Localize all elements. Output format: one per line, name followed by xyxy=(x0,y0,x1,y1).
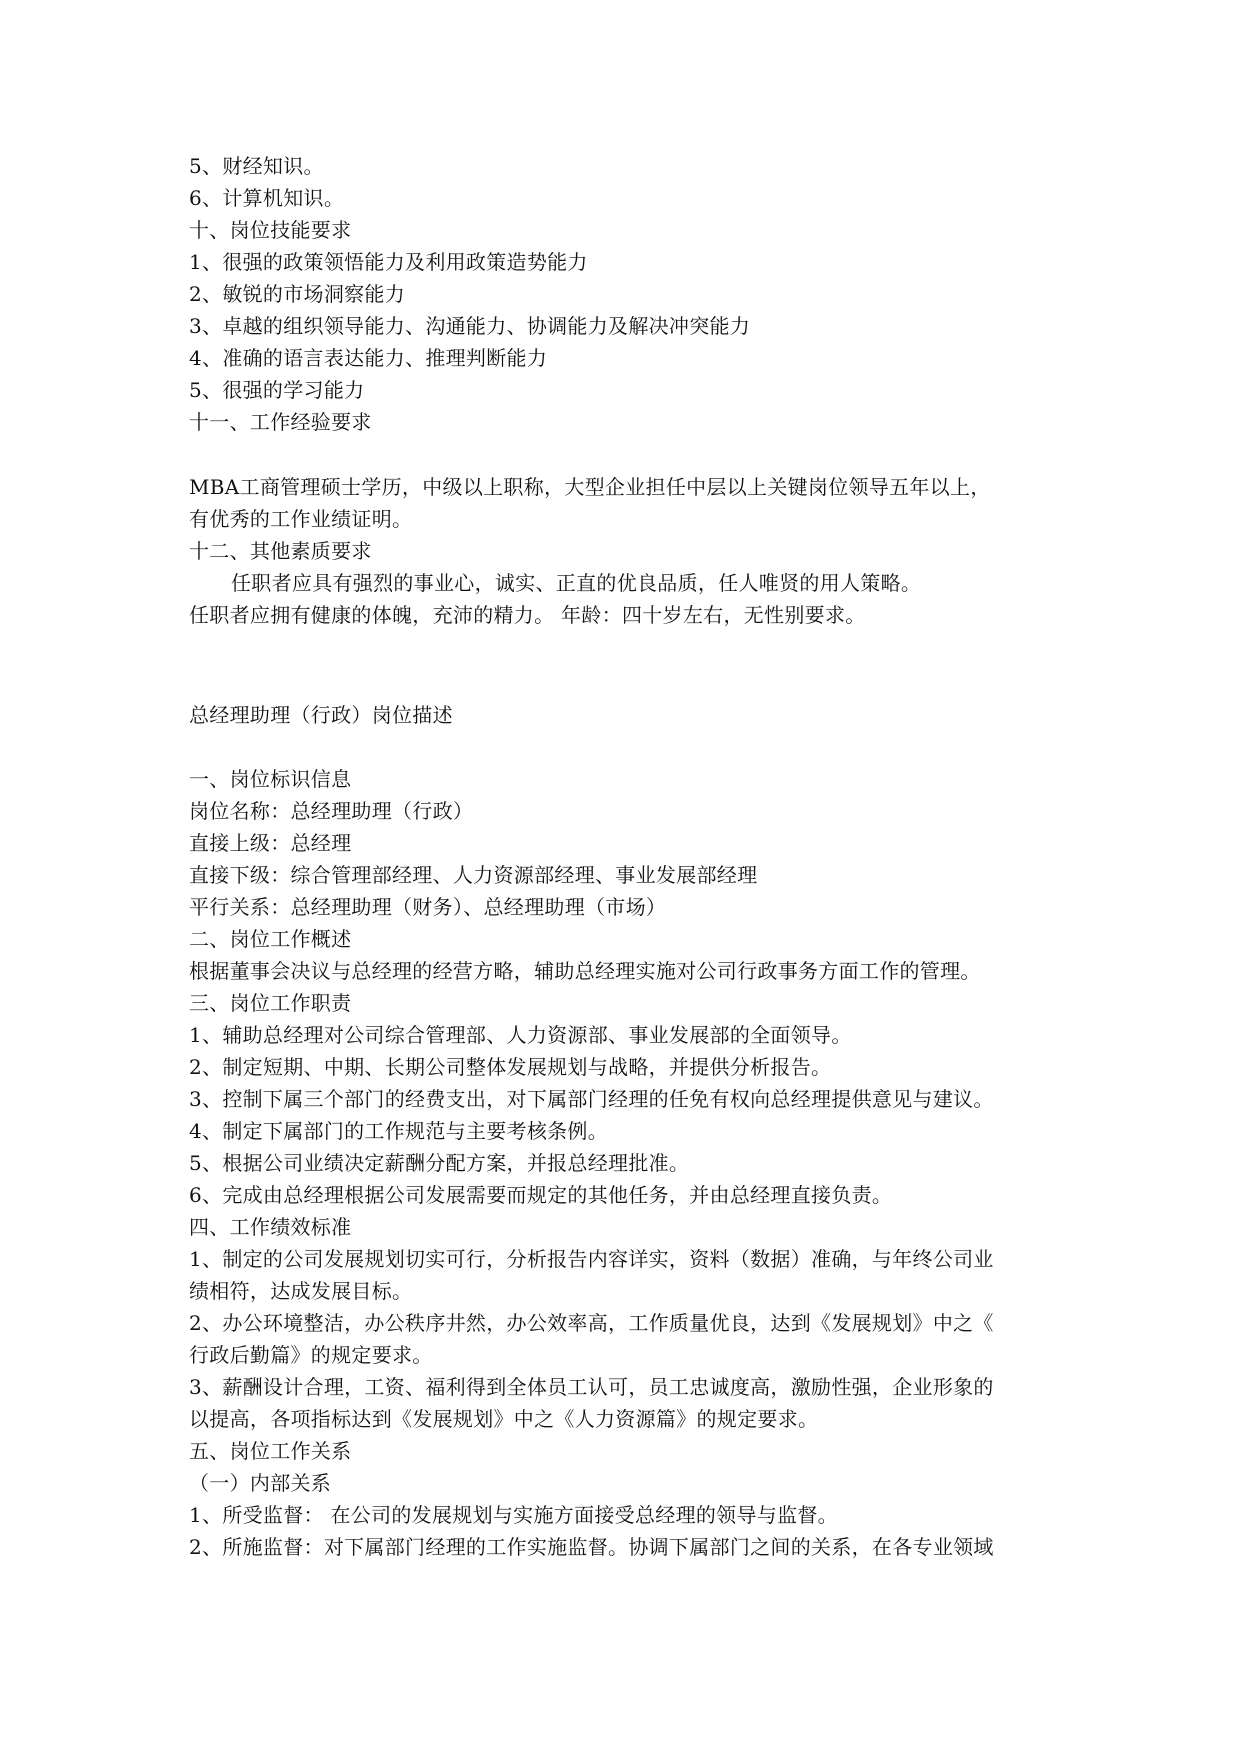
paragraph-line: 根据董事会决议与总经理的经营方略，辅助总经理实施对公司行政事务方面工作的管理。 xyxy=(189,959,981,983)
list-item: 绩相符，达成发展目标。 xyxy=(189,1279,413,1303)
paragraph-line: 有优秀的工作业绩证明。 xyxy=(189,507,413,531)
section-heading: 二、岗位工作概述 xyxy=(189,927,352,951)
list-item: 2、办公环境整洁，办公秩序井然，办公效率高，工作质量优良，达到《发展规划》中之《 xyxy=(189,1311,994,1335)
section-heading: 十二、其他素质要求 xyxy=(189,539,372,563)
paragraph-line: MBA工商管理硕士学历，中级以上职称，大型企业担任中层以上关键岗位领导五年以上， xyxy=(189,475,991,499)
list-item: 行政后勤篇》的规定要求。 xyxy=(189,1343,433,1367)
list-item: 3、卓越的组织领导能力、沟通能力、协调能力及解决冲突能力 xyxy=(189,314,751,338)
list-item: 2、所施监督：对下属部门经理的工作实施监督。协调下属部门之间的关系，在各专业领域 xyxy=(189,1535,994,1559)
list-item: 5、根据公司业绩决定薪酬分配方案，并报总经理批准。 xyxy=(189,1151,690,1175)
list-item: 3、薪酬设计合理，工资、福利得到全体员工认可，员工忠诚度高，激励性强，企业形象的 xyxy=(189,1375,994,1399)
section-heading: 十、岗位技能要求 xyxy=(189,218,352,242)
document-title: 总经理助理（行政）岗位描述 xyxy=(189,703,453,727)
list-item: 5、财经知识。 xyxy=(189,154,324,178)
list-item: 6、计算机知识。 xyxy=(189,186,345,210)
list-item: 1、制定的公司发展规划切实可行，分析报告内容详实，资料（数据）准确，与年终公司业 xyxy=(189,1247,994,1271)
section-heading: 一、岗位标识信息 xyxy=(189,767,352,791)
list-item: 3、控制下属三个部门的经费支出，对下属部门经理的任免有权向总经理提供意见与建议。 xyxy=(189,1087,994,1111)
list-item: 5、很强的学习能力 xyxy=(189,378,365,402)
list-item: 以提高，各项指标达到《发展规划》中之《人力资源篇》的规定要求。 xyxy=(189,1407,819,1431)
list-item: 1、很强的政策领悟能力及利用政策造势能力 xyxy=(189,250,588,274)
paragraph-line: 任职者应具有强烈的事业心，诚实、正直的优良品质，任人唯贤的用人策略。 xyxy=(231,571,922,595)
info-line: 直接下级：综合管理部经理、人力资源部经理、事业发展部经理 xyxy=(189,863,758,887)
section-heading: 三、岗位工作职责 xyxy=(189,991,352,1015)
section-heading: 四、工作绩效标准 xyxy=(189,1215,352,1239)
list-item: 1、所受监督： 在公司的发展规划与实施方面接受总经理的领导与监督。 xyxy=(189,1503,838,1527)
section-heading: 十一、工作经验要求 xyxy=(189,410,372,434)
section-heading: 五、岗位工作关系 xyxy=(189,1439,352,1463)
list-item: 2、敏锐的市场洞察能力 xyxy=(189,282,406,306)
list-item: 1、辅助总经理对公司综合管理部、人力资源部、事业发展部的全面领导。 xyxy=(189,1023,852,1047)
list-item: 4、准确的语言表达能力、推理判断能力 xyxy=(189,346,548,370)
info-line: 直接上级：总经理 xyxy=(189,831,352,855)
info-line: 平行关系：总经理助理（财务）、总经理助理（市场） xyxy=(189,895,667,919)
list-item: 6、完成由总经理根据公司发展需要而规定的其他任务，并由总经理直接负责。 xyxy=(189,1183,893,1207)
paragraph-line: 任职者应拥有健康的体魄，充沛的精力。 年龄：四十岁左右，无性别要求。 xyxy=(189,603,866,627)
sub-heading: （一）内部关系 xyxy=(189,1471,332,1495)
list-item: 2、制定短期、中期、长期公司整体发展规划与战略，并提供分析报告。 xyxy=(189,1055,832,1079)
list-item: 4、制定下属部门的工作规范与主要考核条例。 xyxy=(189,1119,609,1143)
info-line: 岗位名称：总经理助理（行政） xyxy=(189,799,474,823)
